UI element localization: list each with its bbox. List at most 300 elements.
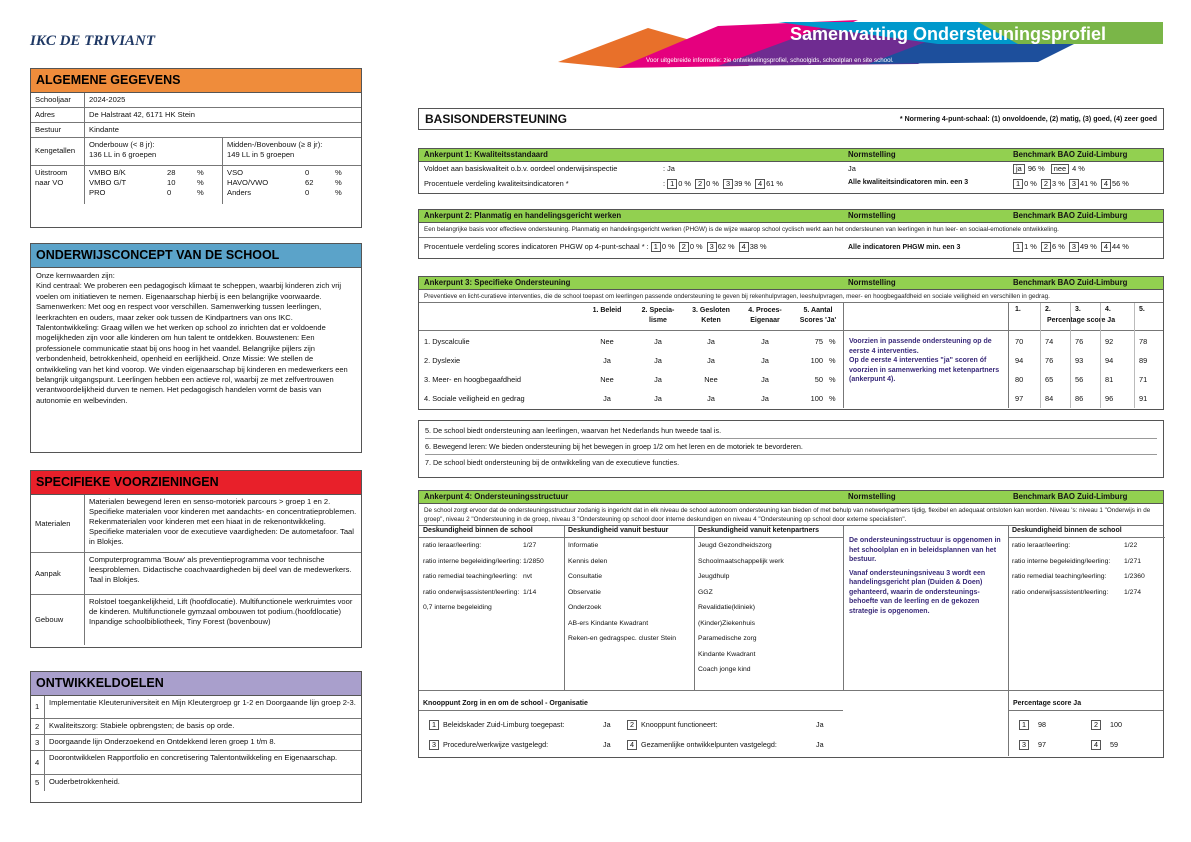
ankerpunt3-section: [418, 276, 1164, 410]
voorziening-row: [31, 495, 361, 553]
interventie-bench: 78: [1139, 337, 1148, 346]
bench-col-head: 1.: [1015, 306, 1021, 313]
kwaliteit-bench-box-4: 4: [1101, 179, 1111, 189]
bench-binnen-school-item-label: ratio remedial teaching/leerling:: [1012, 573, 1107, 581]
uitstroom-name: Anders: [227, 188, 252, 197]
phgw-box-2: 2: [679, 242, 689, 252]
uitstroom-val: 0: [305, 188, 310, 197]
ankerpunt2-desc: Een belangrijke basis voor effectieve ondersteuning. Planmatig en handelingsgericht werken (PHGW) is de wijze waarop school cyclisch werkt aan het ondersteunen van leerlingen in hun leer- en sociaal-emotionele ontwikkeling.: [419, 223, 1163, 238]
vanuit-ketenpartners-item-label: (Kinder)Ziekenhuis: [698, 619, 756, 627]
ankerpunt3-desc: Preventieve en licht-curatieve interventies, die de school toepast om leerlingen passende ondersteuning te geven bij rekenhulpvragen, leeshulpvragen, meer- en hoogbegaafdheid en sociale veiligheid en verschillen in gedrag.: [419, 290, 1163, 303]
knooppunt-head: Knooppunt Zorg in en om de school - Organisatie: [423, 700, 588, 707]
ankerpunt1-bench-head: Benchmark BAO Zuid-Limburg: [1013, 150, 1128, 159]
col-head-line1: 3. Gesloten: [692, 307, 730, 314]
ontwikkeldoel-text: Ouderbetrokkenheid.: [49, 777, 120, 786]
knooppunt-value: Ja: [603, 740, 611, 749]
knooppunt-num: 4: [627, 740, 637, 750]
perc-value: 97: [1036, 740, 1046, 749]
perc-num: 2: [1091, 720, 1101, 730]
interventie-value: Ja: [707, 394, 715, 403]
interventie-score: 100: [810, 356, 823, 365]
bench-binnen-school-item: [1008, 554, 1165, 570]
basisondersteuning-header: [418, 108, 1164, 130]
knooppunt-item: [429, 720, 611, 730]
interventie-value: Ja: [761, 394, 769, 403]
ankerpunt2-bench-head: Benchmark BAO Zuid-Limburg: [1013, 211, 1128, 220]
bench-binnen-school-item-value: 1/22: [1124, 542, 1138, 550]
extra-interventie: 7. De school biedt ondersteuning bij de ontwikkeling van de executieve functies.: [425, 458, 680, 467]
concept-body: Kind centraal: We proberen een pedagogisch klimaat te scheppen, waarbij kinderen zich vrij voelen om initiatieven te nemen. Eigenaarschap hierbij is een belangrijke voorwaarde. Samenwerken: Met oog en respect voor verschillen. Samenwerking tussen leerlingen, leerkrachten en ouders, maar zeker ook tussen de Kindpartners van ons IKC. Talentontwikkeling: Graag willen we het werken op school zo inrichten dat er voldoende mogelijkheden zijn voor alle kinderen om hun talent te ontdekken. Bouwstenen: Een professionele communicatie staat bij ons hoog in het vaandel. Belangrijke pijlers zijn verbondenheid, betrokkenheid, openheid en eerlijkheid. Onze Missie: We stellen de ontwikkeling van het kind voorop. We vinden eigenaarschap bij kinderen en medewerkers een belangrijk uitgangspunt. Leerlingen hebben een actieve rol, waarbij ze met zelfvertrouwen verantwoordelijkheid durven te nemen. Het pedagogisch handelen vormt de basis van autonomie en welbevinden.: [36, 281, 348, 405]
vanuit-ketenpartners-item: [694, 600, 843, 616]
ontwikkeldoel-text: Implementatie Kleuteruniversiteit en Mijn Kleutergroep gr 1-2 en Doorgaande lijn groep 2-3.: [49, 698, 356, 707]
kwaliteit-box-4: 4: [755, 179, 765, 189]
voorzieningen-title: SPECIFIEKE VOORZIENINGEN: [31, 471, 361, 495]
vanuit-bestuur-item: [564, 631, 694, 647]
ankerpunt3-bench-head: Benchmark BAO Zuid-Limburg: [1013, 278, 1128, 287]
col-head-line1: 2. Specia-: [641, 307, 675, 314]
uitstroom-name: HAVO/VWO: [227, 178, 269, 187]
vanuit-ketenpartners-item-label: Paramedische zorg: [698, 635, 757, 643]
voorziening-label: Gebouw: [31, 595, 85, 645]
ankerpunt1-header: [419, 149, 1163, 162]
kwaliteit-box-1: 1: [667, 179, 677, 189]
uitstroom-val: 0: [305, 168, 310, 177]
vanuit-ketenpartners-item-label: Revalidatie(kliniek): [698, 604, 756, 612]
ontwikkeldoel-row: [31, 696, 361, 719]
bench-binnen-school-item-value: 1/274: [1124, 588, 1142, 596]
phgw-row: [419, 242, 843, 252]
vanuit-ketenpartners-item-label: Kindante Kwadrant: [698, 650, 756, 658]
normering-note: * Normering 4-punt-schaal: (1) onvoldoende, (2) matig, (3) goed, (4) zeer goed: [899, 115, 1157, 123]
uitstroom-right-item: [227, 178, 357, 188]
bestuur-value: Kindante: [89, 125, 119, 134]
binnen-school-item-label: ratio interne begeleiding/leerling:: [423, 557, 522, 565]
binnen-school-item-label: 0,7 interne begeleiding: [423, 604, 492, 612]
ontwikkeldoel-row: [31, 775, 361, 791]
ontwikkeldoel-num: 3: [31, 735, 45, 750]
interventie-bench: 96: [1105, 394, 1114, 403]
ankerpunt4-norm-text1: De ondersteuningsstructuur is opgenomen in het schoolplan en in beleidsplannen van het bestuur.: [849, 537, 1001, 563]
bench-col-line: [1134, 303, 1135, 408]
interventie-bench: 89: [1139, 356, 1148, 365]
uitstroom-val: 0: [167, 188, 172, 197]
ontwikkeldoel-row: [31, 751, 361, 775]
interventie-col-head: [583, 306, 631, 316]
perc-value: 59: [1108, 740, 1118, 749]
phgw-bench-pct-4: 44 %: [1112, 242, 1129, 251]
ontwikkeldoel-num: 5: [31, 775, 45, 791]
interventie-bench: 76: [1045, 356, 1054, 365]
uitstroom-pct: %: [335, 168, 342, 177]
ontwikkeldoel-num: 2: [31, 719, 45, 734]
algemene-gegevens-title: ALGEMENE GEGEVENS: [31, 69, 361, 93]
onderwijsconcept-text: [31, 268, 361, 409]
phgw-bench-pct-1: 1 %: [1024, 242, 1039, 251]
bestuur-row: [31, 123, 361, 138]
interventie-bench: 76: [1075, 337, 1084, 346]
vanuit-bestuur-item: [564, 600, 694, 616]
interventie-pct: %: [829, 375, 836, 384]
interventie-value: Ja: [761, 375, 769, 384]
voorzieningen-section: [30, 470, 362, 648]
knooppunt-label: Beleidskader Zuid-Limburg toegepast:: [443, 720, 565, 729]
bench-col-line: [1070, 303, 1071, 408]
interventie-value: Ja: [654, 337, 662, 346]
interventie-bench: 93: [1075, 356, 1084, 365]
ak4-col-line: [564, 526, 565, 690]
vanuit-bestuur: [564, 526, 694, 647]
ontwikkeldoel-row: [31, 735, 361, 751]
interventie-label: 3. Meer- en hoogbegaafdheid: [424, 375, 521, 384]
basiskwaliteit-bench-pct: 4 %: [1070, 164, 1085, 173]
ontwikkeldoel-num: 1: [31, 696, 45, 718]
uitstroom-left-item: [89, 188, 218, 198]
schooljaar-label: Schooljaar: [31, 93, 85, 107]
bench-col-head: 5.: [1139, 306, 1145, 313]
binnen-school-item: [419, 569, 564, 585]
uitstroom-label-line1: Uitstroom: [35, 168, 68, 177]
binnen-school-item: [419, 585, 564, 601]
perc-num: 4: [1091, 740, 1101, 750]
kwaliteit-bench-box-2: 2: [1041, 179, 1051, 189]
vanuit-bestuur-item-label: Observatie: [568, 588, 601, 596]
interventie-pct: %: [829, 337, 836, 346]
kengetallen-label: Kengetallen: [31, 138, 85, 165]
knooppunt-head-line: [419, 710, 843, 711]
binnen-school-item: [419, 554, 564, 570]
perc-item: [1091, 740, 1118, 750]
vanuit-ketenpartners-item: [694, 616, 843, 632]
phgw-pct-1: 0 %: [661, 242, 677, 251]
vanuit-ketenpartners-item-label: Schoolmaatschappelijk werk: [698, 557, 784, 565]
bench-divider: [1008, 303, 1009, 408]
bench-subhead: Percentage score Ja: [1047, 317, 1116, 324]
voorziening-label: Materialen: [31, 495, 85, 552]
vanuit-ketenpartners-item: [694, 569, 843, 585]
uitstroom-name: VMBO G/T: [89, 178, 127, 187]
vanuit-ketenpartners-item: [694, 585, 843, 601]
midden-label: Midden-/Bovenbouw (≥ 8 jr):: [227, 140, 323, 149]
uitstroom-pct: %: [197, 168, 204, 177]
knooppunt-item: [429, 740, 611, 750]
onderbouw-value: 136 LL in 6 groepen: [89, 150, 157, 159]
kwaliteit-bench-pct-4: 56 %: [1112, 179, 1129, 188]
vanuit-bestuur-item-label: Consultatie: [568, 573, 603, 581]
col-head-line2: lisme: [649, 317, 667, 324]
ankerpunt2-header: [419, 210, 1163, 223]
knooppunt-num: 2: [627, 720, 637, 730]
voorziening-row: [31, 595, 361, 645]
basiskwaliteit-norm: Ja: [848, 164, 856, 173]
knooppunt-num: 3: [429, 740, 439, 750]
interventie-value: Ja: [707, 356, 715, 365]
phgw-box-1: 1: [651, 242, 661, 252]
bench-binnen-school-item-value: 1/271: [1124, 557, 1142, 565]
bench-col-head: 3.: [1075, 306, 1081, 313]
col-head-line2: Keten: [701, 317, 721, 324]
vanuit-ketenpartners-item-label: Jeugdhulp: [698, 573, 730, 581]
interventie-value: Ja: [654, 356, 662, 365]
kwaliteit-pct-2: 0 %: [706, 179, 721, 188]
interventie-col-head: [632, 306, 684, 326]
kwaliteit-colon: :: [663, 179, 668, 188]
ontwikkeldoel-text: Doorontwikkelen Rapportfolio en concretisering Talentontwikkeling en Eigenaarschap.: [49, 753, 338, 762]
vanuit-ketenpartners-item-label: Coach jonge kind: [698, 666, 751, 674]
interventie-bench: 81: [1105, 375, 1114, 384]
ontwikkeldoel-text: Kwaliteitszorg: Stabiele opbrengsten; de basis op orde.: [49, 721, 235, 730]
midden-cell: [223, 138, 326, 165]
interventie-bench: 86: [1075, 394, 1084, 403]
bench-binnen-school: [1008, 526, 1165, 600]
uitstroom-pct: %: [335, 178, 342, 187]
adres-row: [31, 108, 361, 123]
uitstroom-val: 10: [167, 178, 176, 187]
vanuit-bestuur-item-label: Kennis delen: [568, 557, 608, 565]
uitstroom-left-item: [89, 178, 218, 188]
binnen-school-item-value: nvt: [523, 573, 533, 581]
vanuit-ketenpartners-head: Deskundigheid vanuit ketenpartners: [694, 526, 843, 538]
binnen-school-item-value: 1/27: [523, 542, 537, 550]
onderwijsconcept-section: [30, 243, 362, 453]
voorziening-label: Aanpak: [31, 553, 85, 594]
col-head-line1: 1. Beleid: [592, 307, 622, 314]
extra-interventie: 6. Bewegend leren: We bieden ondersteuning bij het bewegen in groep 1/2 om het leren en de motoriek te bevorderen.: [425, 439, 1157, 455]
binnen-school: [419, 526, 564, 616]
ankerpunt4-body: [419, 526, 1163, 756]
kwaliteit-box-2: 2: [695, 179, 705, 189]
interventie-bench: 65: [1045, 375, 1054, 384]
ontwikkeldoel-num: 4: [31, 751, 45, 774]
interventie-value: Nee: [600, 337, 614, 346]
uitstroom-val: 62: [305, 178, 314, 187]
vanuit-bestuur-head: Deskundigheid vanuit bestuur: [564, 526, 694, 538]
col-head-line2: Scores 'Ja': [799, 317, 837, 324]
bench-binnen-school-item: [1008, 538, 1165, 554]
vanuit-ketenpartners-item: [694, 631, 843, 647]
vanuit-ketenpartners-item-label: Jeugd Gezondheidszorg: [698, 542, 772, 550]
ontwikkeldoelen-section: [30, 671, 362, 803]
ankerpunt3-extra: [418, 420, 1164, 478]
interventie-score: 50: [814, 375, 823, 384]
bench-binnen-school-item: [1008, 585, 1165, 601]
binnen-school-item-label: ratio onderwijsassistent/leerling:: [423, 588, 520, 596]
col-head-line1: 5. Aantal: [803, 307, 833, 314]
phgw-bench-box-2: 2: [1041, 242, 1051, 252]
phgw-pct-2: 0 %: [689, 242, 705, 251]
vanuit-bestuur-item-label: Reken-en gedragspec. cluster Stein: [568, 635, 677, 643]
ak4-col-line: [843, 526, 844, 690]
phgw-bench-pct-2: 6 %: [1052, 242, 1067, 251]
banner-title: Samenvatting Ondersteuningsprofiel: [790, 24, 1107, 44]
vanuit-bestuur-item-label: Informatie: [568, 542, 599, 550]
ontwikkeldoelen-title: ONTWIKKELDOELEN: [31, 672, 361, 696]
phgw-pct-4: 38 %: [749, 242, 767, 251]
uitstroom-right-item: [227, 168, 357, 178]
perc-head: Percentage score Ja: [1013, 700, 1082, 707]
interventie-score: 75: [814, 337, 823, 346]
basiskwaliteit-bench-box: nee: [1051, 164, 1069, 174]
ankerpunt1-title: Ankerpunt 1: Kwaliteitsstandaard: [424, 150, 548, 159]
kwaliteitsindicatoren-bench: [1008, 177, 1136, 192]
knooppunt-value: Ja: [603, 720, 611, 729]
col-head-line1: 4. Proces-: [748, 307, 782, 314]
ankerpunt3-norm-text2: Op de eerste 4 interventies "ja" scoren óf voorzien in samenwerking met ketenpartners (ankerpunt 4).: [849, 357, 1000, 383]
ankerpunt2-norm-head: Normstelling: [848, 211, 896, 220]
vanuit-bestuur-item: [564, 569, 694, 585]
knooppunt-label: Procedure/werkwijze vastgelegd:: [443, 740, 549, 749]
kwaliteitsindicatoren-norm: Alle kwaliteitsindicatoren min. een 3: [848, 179, 969, 186]
vanuit-ketenpartners-item: [694, 538, 843, 554]
interventie-value: Ja: [707, 337, 715, 346]
interventie-bench: 71: [1139, 375, 1148, 384]
ankerpunt2-section: [418, 209, 1164, 259]
bench-binnen-school-item-label: ratio leraar/leerling:: [1012, 542, 1071, 550]
uitstroom-right: [223, 166, 361, 204]
vanuit-ketenpartners-item: [694, 662, 843, 678]
knoop-col-line: [1008, 690, 1009, 756]
interventie-bench: 56: [1075, 375, 1084, 384]
kwaliteit-bench-pct-2: 3 %: [1052, 179, 1067, 188]
perc-item: [1019, 740, 1046, 750]
uitstroom-name: VMBO B/K: [89, 168, 126, 177]
interventie-bench: 94: [1105, 356, 1114, 365]
vanuit-ketenpartners-item: [694, 647, 843, 663]
ankerpunt1-row2: [419, 177, 1163, 192]
interventie-value: Nee: [600, 375, 614, 384]
ankerpunt2-row: [419, 238, 1163, 256]
interventie-score: 100: [810, 394, 823, 403]
ankerpunt4-norm-head: Normstelling: [848, 492, 896, 501]
uitstroom-label-line2: naar VO: [35, 178, 64, 187]
banner-subtitle: Voor uitgebreide informatie: zie ontwikkelingsprofiel, schoolgids, schoolplan en site school.: [646, 57, 894, 64]
ankerpunt1-section: [418, 148, 1164, 194]
kwaliteit-box-3: 3: [723, 179, 733, 189]
basiskwaliteit-bench: [1008, 162, 1094, 177]
interventie-col-head: [737, 306, 793, 326]
perc-value: 98: [1036, 720, 1046, 729]
bench-col-head: 4.: [1105, 306, 1111, 313]
ankerpunt2-title: Ankerpunt 2: Planmatig en handelingsgericht werken: [424, 211, 622, 220]
phgw-box-4: 4: [739, 242, 749, 252]
interventie-label: 4. Sociale veiligheid en gedrag: [424, 394, 525, 403]
vanuit-ketenpartners-item-label: GGZ: [698, 588, 713, 596]
uitstroom-pct: %: [197, 188, 204, 197]
vanuit-bestuur-item-label: Onderzoek: [568, 604, 602, 612]
voorziening-text: Materialen bewegend leren en senso-motoriek parcours > groep 1 en 2. Specifieke materialen voor kinderen met aandachts- en concentratieproblemen. Rekenmaterialen voor kinderen met een hiaat in de rekenontwikkeling. Specifieke materialen voor de executieve vaardigheden: De autometafoor. Taal in Blokjes.: [89, 497, 357, 546]
ankerpunt4-header: [419, 491, 1163, 504]
knooppunt-label: Gezamenlijke ontwikkelpunten vastgelegd:: [641, 740, 777, 749]
binnen-school-item-value: 1/14: [523, 588, 537, 596]
kwaliteit-bench-box-1: 1: [1013, 179, 1023, 189]
extra-interventie: 5. De school biedt ondersteuning aan leerlingen, waarvan het Nederlands hun tweede taal is.: [425, 423, 1157, 439]
phgw-bench: [1008, 242, 1136, 252]
uitstroom-pct: %: [197, 178, 204, 187]
adres-label: Adres: [31, 108, 85, 122]
phgw-box-3: 3: [707, 242, 717, 252]
ankerpunt3-norm-text1: Voorzien in passende ondersteuning op de eerste 4 interventies.: [849, 338, 992, 355]
interventie-bench: 94: [1015, 356, 1024, 365]
onderbouw-label: Onderbouw (< 8 jr):: [89, 140, 155, 149]
bench-col-line: [1040, 303, 1041, 408]
uitstroom-val: 28: [167, 168, 176, 177]
phgw-bench-box-3: 3: [1069, 242, 1079, 252]
uitstroom-left-item: [89, 168, 218, 178]
perc-value: 100: [1108, 720, 1122, 729]
ontwikkeldoel-row: [31, 719, 361, 735]
ankerpunt3-table: [419, 303, 1163, 408]
ankerpunt4-norm-text2: Vanaf ondersteuningsniveau 3 wordt een handelingsgericht plan (Duiden & Doen) gehanteerd, waarin de ondersteunings-behoefte van de leerling en de gekozen strategie is opgenomen.: [849, 569, 986, 615]
interventie-bench: 80: [1015, 375, 1024, 384]
binnen-school-item-label: ratio leraar/leerling:: [423, 542, 482, 550]
ankerpunt4-bench-head: Benchmark BAO Zuid-Limburg: [1013, 492, 1128, 501]
ankerpunt4-section: [418, 490, 1164, 758]
kengetallen-row: [31, 138, 361, 166]
kwaliteit-pct-3: 39 %: [734, 179, 753, 188]
binnen-school-head: Deskundigheid binnen de school: [419, 526, 564, 538]
vanuit-ketenpartners: [694, 526, 843, 678]
midden-value: 149 LL in 5 groepen: [227, 150, 295, 159]
perc-head-line: [1008, 710, 1163, 711]
ankerpunt3-norm-head: Normstelling: [848, 278, 896, 287]
bench-binnen-school-head: Deskundigheid binnen de school: [1008, 526, 1165, 538]
ankerpunt1-row1: [419, 162, 1163, 177]
ak4-col-line: [1008, 526, 1009, 690]
onderwijsconcept-title: ONDERWIJSCONCEPT VAN DE SCHOOL: [31, 244, 361, 268]
knooppunt-value: Ja: [816, 740, 824, 749]
interventie-pct: %: [829, 356, 836, 365]
interventie-bench: 74: [1045, 337, 1054, 346]
interventie-value: Ja: [761, 337, 769, 346]
ankerpunt1-norm-head: Normstelling: [848, 150, 896, 159]
col-head-line2: Eigenaar: [750, 317, 780, 324]
uitstroom-pct: %: [335, 188, 342, 197]
kwaliteitsindicatoren-values: [663, 177, 843, 192]
vanuit-bestuur-item: [564, 616, 694, 632]
bench-col-line: [1100, 303, 1101, 408]
uitstroom-label: [31, 166, 85, 204]
ankerpunt3-title: Ankerpunt 3: Specifieke Ondersteuning: [424, 278, 571, 287]
bench-binnen-school-item-label: ratio interne begeleiding/leerling:: [1012, 557, 1111, 565]
interventie-bench: 84: [1045, 394, 1054, 403]
interventie-label: 2. Dyslexie: [424, 356, 461, 365]
kwaliteit-bench-box-3: 3: [1069, 179, 1079, 189]
uitstroom-name: PRO: [89, 188, 106, 197]
vanuit-bestuur-item-label: AB-ers Kindante Kwadrant: [568, 619, 649, 627]
bench-binnen-school-item-value: 1/2360: [1124, 573, 1145, 581]
schooljaar-value: 2024-2025: [89, 95, 126, 104]
norm-divider: [843, 303, 844, 408]
bestuur-label: Bestuur: [31, 123, 85, 137]
kwaliteit-bench-pct-1: 0 %: [1024, 179, 1039, 188]
vanuit-bestuur-item: [564, 585, 694, 601]
bench-binnen-school-item-label: ratio onderwijsassistent/leerling:: [1012, 588, 1109, 596]
ankerpunt3-header: [419, 277, 1163, 290]
interventie-label: 1. Dyscalculie: [424, 337, 470, 346]
phgw-pct-3: 62 %: [717, 242, 737, 251]
ankerpunt3-norm: [849, 337, 1003, 385]
knooppunt-item: [627, 740, 824, 750]
perc-num: 1: [1019, 720, 1029, 730]
ontwikkeldoel-text: Doorgaande lijn Onderzoekend en Ontdekkend leren groep 1 t/m 8.: [49, 737, 276, 746]
ankerpunt4-title: Ankerpunt 4: Ondersteuningsstructuur: [424, 492, 569, 501]
phgw-bench-box-4: 4: [1101, 242, 1111, 252]
ankerpunt4-norm: [849, 536, 1003, 616]
phgw-values: [651, 242, 769, 251]
interventie-value: Ja: [603, 394, 611, 403]
uitstroom-row: [31, 166, 361, 204]
ak4-col-line: [694, 526, 695, 690]
schooljaar-row: [31, 93, 361, 108]
